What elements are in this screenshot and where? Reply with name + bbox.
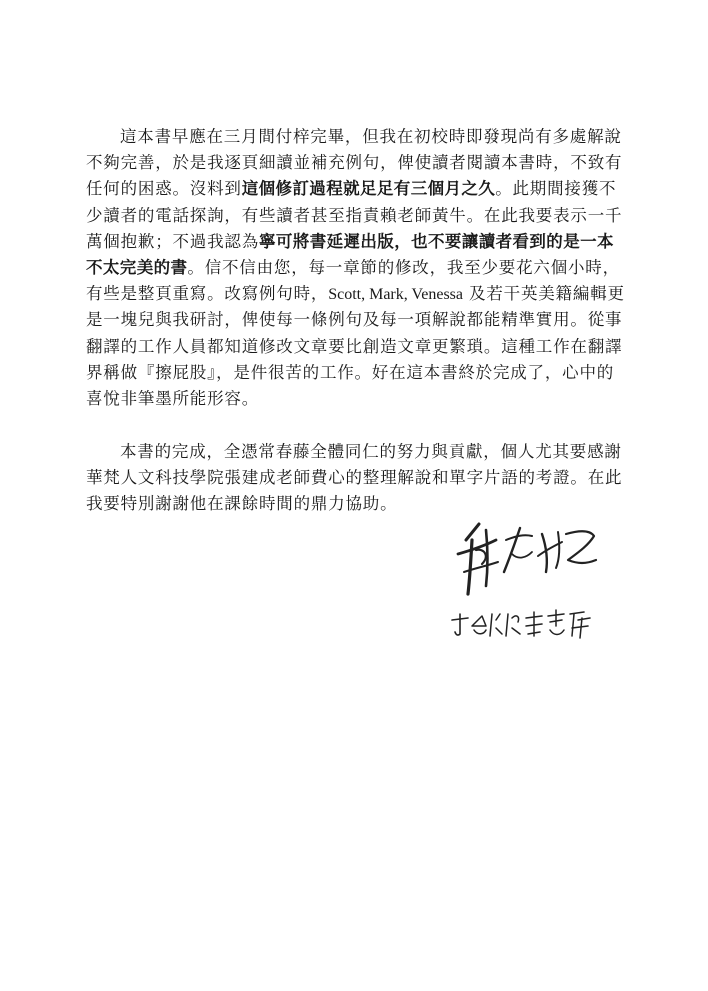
text-line: 本書的完成，全憑常春藤全體同仁的努力與貢獻，個人尤其要感謝 xyxy=(120,442,622,461)
emphasis-text: 寧可將書延遲出版，也不要讓讀者看到的是一本 xyxy=(259,231,614,251)
preface-paragraph-1 xyxy=(86,124,629,412)
text-line: 少讀者的電話探詢，有些讀者甚至指責賴老師黃牛。在此我要表示一千 xyxy=(86,205,623,225)
editor-names: Scott, Mark, Venessa xyxy=(328,286,463,304)
text-line: 不太完美的書。信不信由您，每一章節的修改，我至少要花六個小時， xyxy=(86,257,620,277)
text-line: 界稱做『擦屁股』，是件很苦的工作。好在這本書終於完成了，心中的 xyxy=(86,362,615,382)
text-line: 我要特別謝謝他在課餘時間的鼎力協助。 xyxy=(86,494,398,514)
text-line: 是一塊兒與我研討，俾使每一條例句及每一項解說都能精準實用。從事 xyxy=(86,310,623,330)
text-line: 萬個抱歉；不過我認為寧可將書延遲出版，也不要讓讀者看到的是一本 xyxy=(86,231,614,251)
handwritten-signature xyxy=(446,510,606,650)
text-line: 不夠完善，於是我逐頁細讀並補充例句，俾使讀者閱讀本書時，不致有 xyxy=(86,153,623,173)
text-line: 華梵人文科技學院張建成老師費心的整理解說和單字片語的考證。在此 xyxy=(86,468,623,488)
text-line: 任何的困惑。沒料到這個修訂過程就足足有三個月之久。此期間接獲不 xyxy=(86,179,617,199)
text-line: 翻譯的工作人員都知道修改文章要比創造文章更繁瑣。這種工作在翻譯 xyxy=(86,336,623,356)
emphasis-text: 這個修訂過程就足足有三個月之久 xyxy=(241,179,496,199)
text-line: 有些是整頁重寫。改寫例句時，Scott, Mark, Venessa 及若干英美籍編輯更 xyxy=(86,284,625,304)
text-line: 喜悅非筆墨所能形容。 xyxy=(86,388,259,408)
text-line: 這本書早應在三月間付梓完畢，但我在初校時即發現尚有多處解說 xyxy=(120,127,622,146)
preface-paragraph-2 xyxy=(86,439,629,518)
signature-drawing xyxy=(446,510,606,650)
emphasis-text: 不太完美的書 xyxy=(86,257,188,277)
